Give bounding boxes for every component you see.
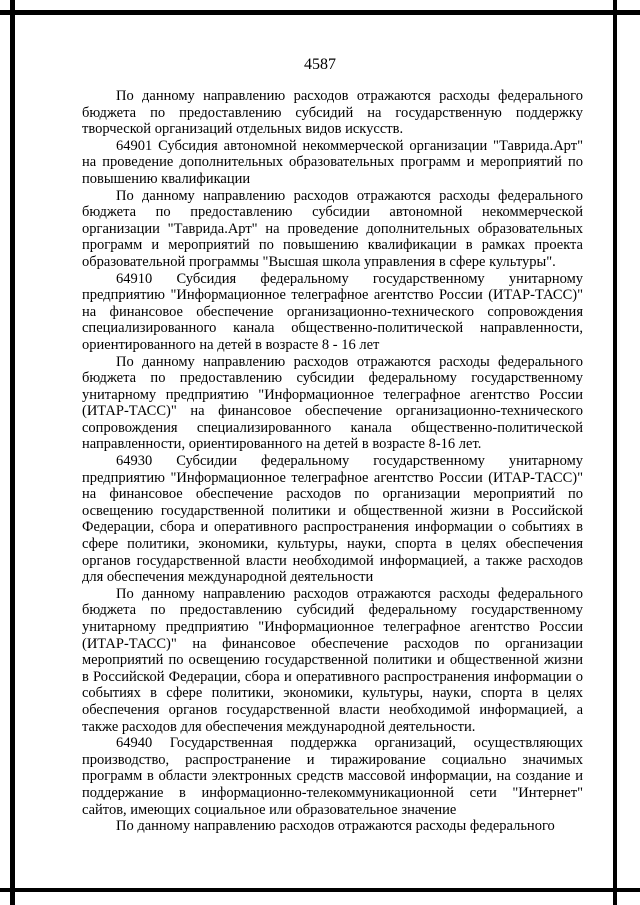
document-body bbox=[82, 88, 583, 835]
paragraph-64901-description: По данному направлению расходов отражаются расходы федерального бюджета по предоставлению субсидии автономной некоммерческой организации "Таврида.Арт" на проведение дополнительных образовательных программ и мероприятий по повышению квалификации в рамках проекта образовательной программы "Высшая школа управления в сфере культуры". bbox=[82, 187, 583, 270]
paragraph-64940-description: По данному направлению расходов отражаются расходы федерального bbox=[116, 818, 555, 835]
paragraph-64930-description: По данному направлению расходов отражаются расходы федерального бюджета по предоставлению субсидий федеральному государственному унитарному предприятию "Информационное телеграфное агентство России (ИТАР-ТАСС)" на финансовое обеспечение расходов по организации мероприятий по освещению государственной политики и общественной жизни в Российской Федерации, сбора и оперативного распространения информации о событиях в сфере политики, экономики, культуры, науки, спорта в целях обеспечения органов государственной власти необходимой информацией, а также расходов для обеспечения международной деятельности. bbox=[82, 585, 583, 735]
scan-border-right bbox=[613, 0, 617, 905]
scan-border-left bbox=[10, 0, 15, 905]
paragraph-code-64901: 64901 Субсидия автономной некоммерческой организации "Таврида.Арт" на проведение дополнительных образовательных программ и мероприятий по повышению квалификации bbox=[82, 137, 583, 187]
paragraph-intro-expenses: По данному направлению расходов отражаются расходы федерального бюджета по предоставлению субсидий на государственную поддержку творческой организаций отдельных видов искусств. bbox=[82, 88, 583, 138]
paragraph-64910-description: По данному направлению расходов отражаются расходы федерального бюджета по предоставлению субсидии федеральному государственному унитарному предприятию "Информационное телеграфное агентство России (ИТАР-ТАСС)" на финансовое обеспечение организационно-технического сопровождения специализированного канала общественно-политической направленности, ориентированного на детей в возрасте 8-16 лет. bbox=[82, 353, 583, 453]
paragraph-code-64910: 64910 Субсидия федеральному государственному унитарному предприятию "Информационное телеграфное агентство России (ИТАР-ТАСС)" на финансовое обеспечение организационно-технического сопровождения специализированного канала общественно-политической направленности, ориентированного на детей в возрасте 8 - 16 лет bbox=[82, 270, 583, 353]
page-number: 4587 bbox=[304, 56, 336, 73]
paragraph-code-64940: 64940 Государственная поддержка организаций, осуществляющих производство, распространение и тиражирование социально значимых программ в области электронных средств массовой информации, на создание и поддержание в информационно-телекоммуникационной сети "Интернет" сайтов, имеющих социальное или образовательное значение bbox=[82, 735, 583, 818]
scan-border-bottom bbox=[0, 888, 640, 892]
paragraph-code-64930: 64930 Субсидии федеральному государственному унитарному предприятию "Информационное телеграфное агентство России (ИТАР-ТАСС)" на финансовое обеспечение расходов по организации мероприятий по освещению государственной политики и общественной жизни в Российской Федерации, сбора и оперативного распространения информации о событиях в сфере политики, экономики, культуры, науки, спорта в целях обеспечения органов государственной власти необходимой информацией, а также расходов для обеспечения международной деятельности bbox=[82, 453, 583, 586]
scan-border-top bbox=[0, 10, 640, 15]
